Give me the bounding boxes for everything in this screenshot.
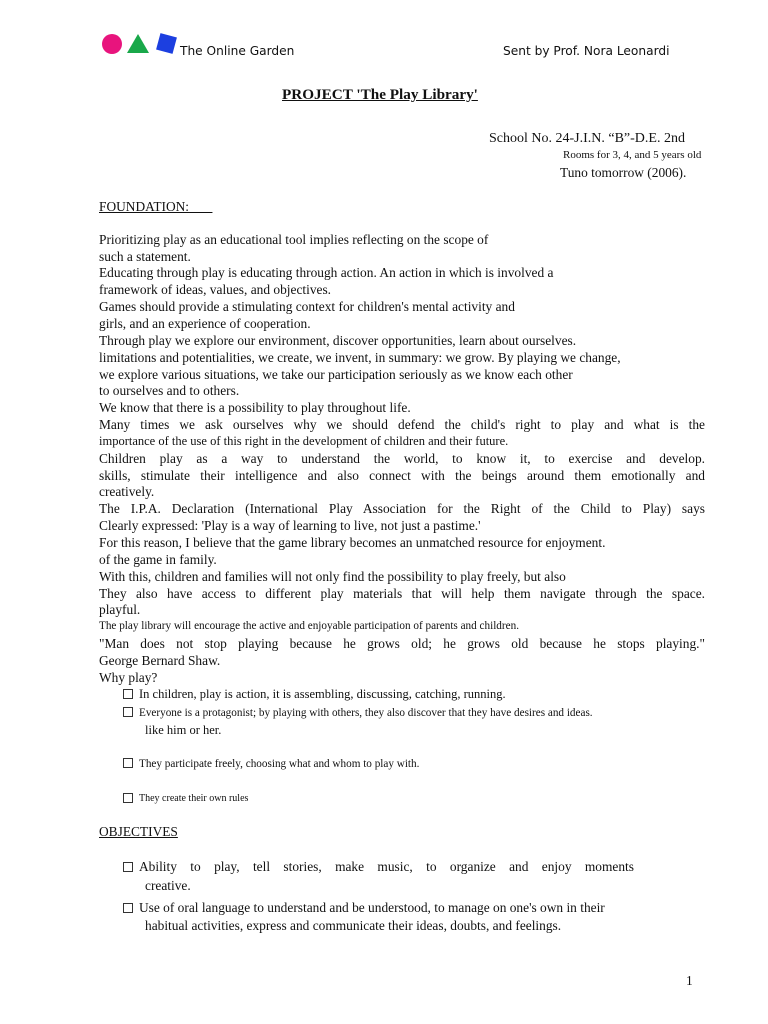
foundation-line: The play library will encourage the active and enjoyable participation of parents and children. <box>99 620 519 632</box>
school-line: School No. 24-J.I.N. “B”-D.E. 2nd <box>489 131 685 146</box>
checkbox-bullet-icon <box>123 689 133 699</box>
objectives-heading: OBJECTIVES <box>99 824 178 839</box>
page-number: 1 <box>686 973 693 988</box>
objective-bullet: Ability to play, tell stories, make music, to organize and enjoy moments <box>123 860 634 875</box>
foundation-line: girls, and an experience of cooperation. <box>99 316 311 331</box>
foundation-line: skills, stimulate their intelligence and also connect with the beings around them emotionally and <box>99 468 705 483</box>
foundation-line: Children play as a way to understand the world, to know it, to exercise and develop. <box>99 451 705 466</box>
checkbox-bullet-icon <box>123 793 133 803</box>
garden-logo-icon <box>101 32 181 58</box>
foundation-line: importance of the use of this right in the development of children and their future. <box>99 434 509 448</box>
foundation-line: such a statement. <box>99 249 191 264</box>
foundation-line: With this, children and families will not only find the possibility to play freely, but also <box>99 569 566 584</box>
date-line: Tuno tomorrow (2006). <box>560 165 687 180</box>
header-sender: Sent by Prof. Nora Leonardi <box>503 44 670 58</box>
rooms-line: Rooms for 3, 4, and 5 years old <box>563 149 702 161</box>
header-brand: The Online Garden <box>180 44 295 58</box>
foundation-line: creatively. <box>99 484 155 499</box>
foundation-line: Many times we ask ourselves why we should defend the child's right to play and what is the <box>99 417 705 432</box>
foundation-line: "Man does not stop playing because he grows old; he grows old because he stops playing." <box>99 636 705 651</box>
document-title: PROJECT 'The Play Library' <box>282 86 478 103</box>
objective-bullet-continuation: creative. <box>145 878 191 893</box>
checkbox-bullet-icon <box>123 903 133 913</box>
foundation-line: of the game in family. <box>99 552 217 567</box>
objective-bullet-continuation: habitual activities, express and communicate their ideas, doubts, and feelings. <box>145 918 562 933</box>
foundation-line: Clearly expressed: 'Play is a way of learning to live, not just a pastime.' <box>99 518 481 533</box>
logo-triangle <box>127 34 149 53</box>
why-play-bullet: Everyone is a protagonist; by playing with others, they also discover that they have desires and ideas. <box>123 707 593 719</box>
checkbox-bullet-icon <box>123 758 133 768</box>
foundation-line: framework of ideas, values, and objectives. <box>99 282 332 297</box>
foundation-line: to ourselves and to others. <box>99 383 240 398</box>
foundation-line: Through play we explore our environment, discover opportunities, learn about ourselves. <box>99 333 577 348</box>
checkbox-bullet-icon <box>123 707 133 717</box>
foundation-line: The I.P.A. Declaration (International Play Association for the Right of the Child to Play) says <box>99 501 705 516</box>
why-play-bullet: They create their own rules <box>123 793 248 804</box>
objective-bullet: Use of oral language to understand and be understood, to manage on one's own in their <box>123 901 605 916</box>
foundation-line: We know that there is a possibility to play throughout life. <box>99 400 411 415</box>
foundation-line: playful. <box>99 602 141 617</box>
foundation-line: limitations and potentialities, we create, we invent, in summary: we grow. By playing we change, <box>99 350 621 365</box>
foundation-line: For this reason, I believe that the game library becomes an unmatched resource for enjoyment. <box>99 535 606 550</box>
foundation-line: George Bernard Shaw. <box>99 653 221 668</box>
logo-circle <box>102 34 122 54</box>
why-play-bullet: They participate freely, choosing what and whom to play with. <box>123 758 419 770</box>
foundation-heading: FOUNDATION: <box>99 199 190 214</box>
foundation-line: They also have access to different play materials that will help them navigate through the space. <box>99 586 705 601</box>
logo-square <box>156 33 177 54</box>
foundation-line: Prioritizing play as an educational tool implies reflecting on the scope of <box>99 232 489 247</box>
foundation-line: Games should provide a stimulating context for children's mental activity and <box>99 299 515 314</box>
why-play-bullet: In children, play is action, it is assembling, discussing, catching, running. <box>123 688 506 702</box>
foundation-line: Why play? <box>99 670 158 685</box>
foundation-line: Educating through play is educating through action. An action in which is involved a <box>99 265 554 280</box>
why-play-bullet-continuation: like him or her. <box>145 723 222 737</box>
checkbox-bullet-icon <box>123 862 133 872</box>
foundation-line: we explore various situations, we take our participation seriously as we know each other <box>99 367 573 382</box>
